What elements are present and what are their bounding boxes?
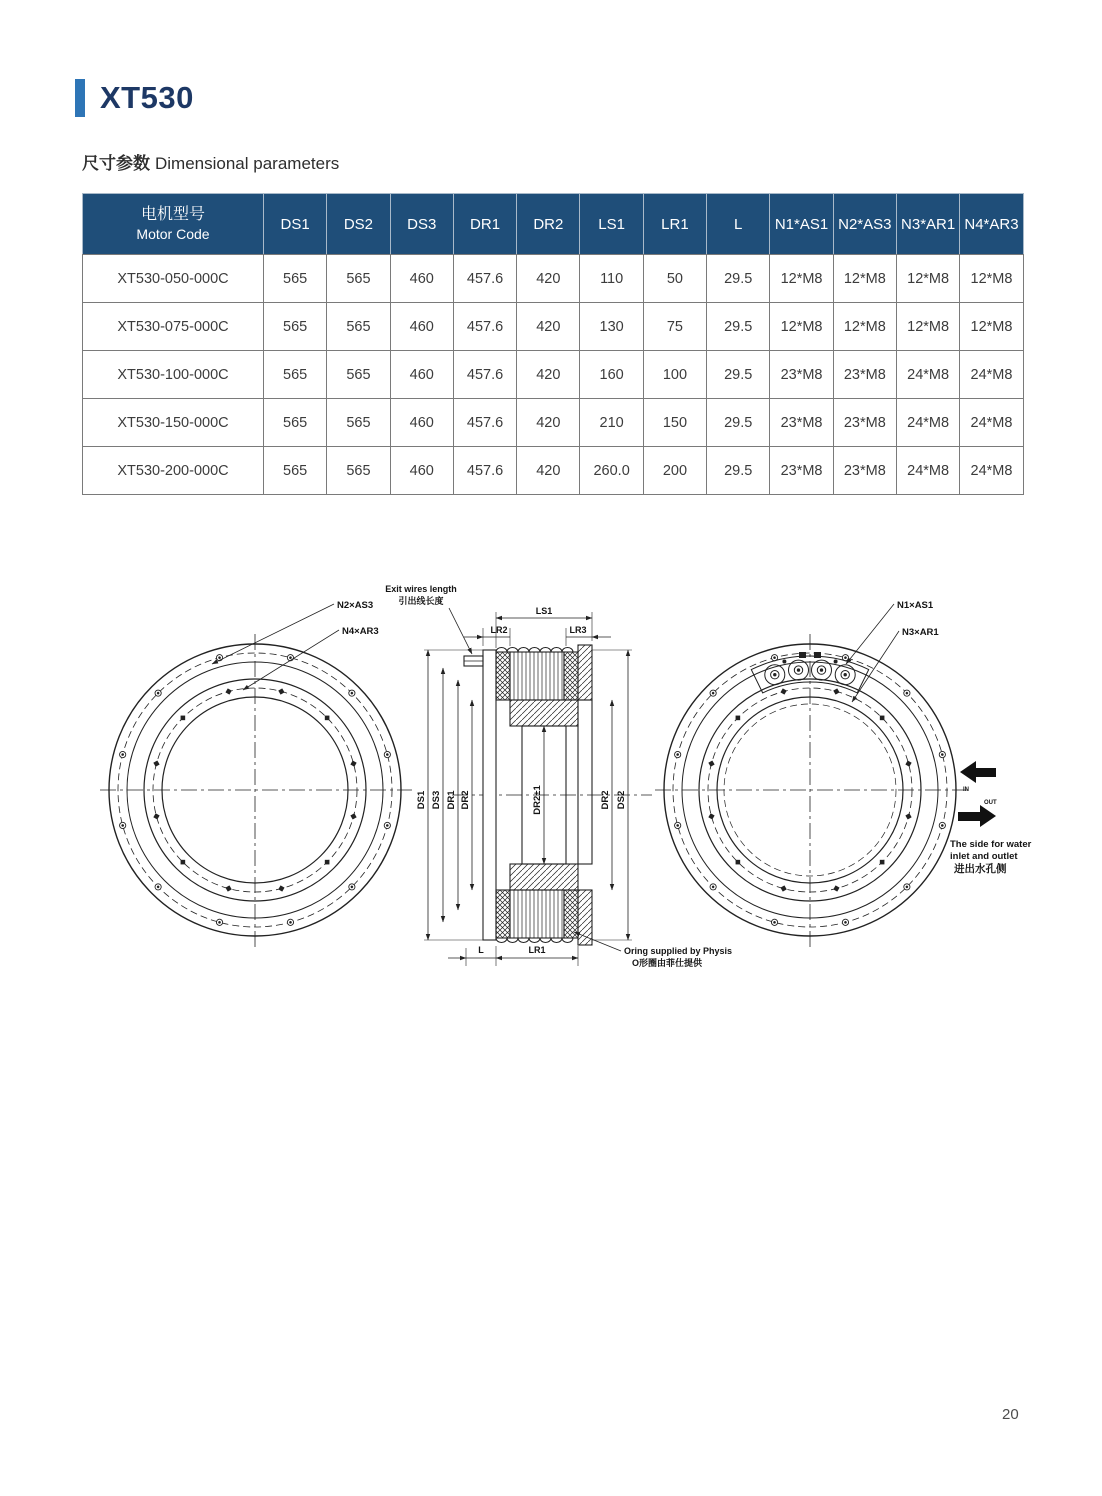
cell: 23*M8 (770, 351, 833, 399)
cell: 260.0 (580, 447, 643, 495)
cell: 24*M8 (896, 399, 959, 447)
header-col: N1*AS1 (770, 194, 833, 255)
cell: 12*M8 (833, 255, 896, 303)
rotor-sleeve (578, 700, 592, 864)
cell: 457.6 (453, 255, 516, 303)
back-bolt-label-n1as1: N1×AS1 (897, 600, 934, 611)
table-row (83, 447, 1024, 495)
water-note-zh: 进出水孔侧 (954, 863, 1007, 875)
stator-back-iron-bottom (510, 864, 578, 890)
table-row (83, 303, 1024, 351)
oring-note-zh: O形圈由菲仕提供 (632, 958, 703, 968)
technical-drawing (0, 552, 1102, 1032)
table-row (83, 399, 1024, 447)
cell: 29.5 (707, 303, 770, 351)
cell: 460 (390, 303, 453, 351)
page-title: XT530 (100, 80, 194, 115)
cell: 12*M8 (960, 303, 1023, 351)
cell: 565 (327, 351, 390, 399)
section-view-drawing (385, 584, 732, 968)
cell: 565 (264, 303, 327, 351)
cell: 29.5 (707, 447, 770, 495)
section-title (82, 149, 339, 174)
page-number: 20 (1002, 1406, 1019, 1423)
header-col: N2*AS3 (833, 194, 896, 255)
cell: 12*M8 (896, 255, 959, 303)
dim-label-dr1: DR1 (446, 790, 457, 810)
dim-label-dr2: DR2 (460, 790, 471, 810)
cell: 457.6 (453, 447, 516, 495)
water-outlet-arrow-label: OUT (984, 800, 997, 806)
cell: 12*M8 (896, 303, 959, 351)
cell: 29.5 (707, 255, 770, 303)
exit-wires-note-en: Exit wires length (385, 584, 457, 594)
cell: 457.6 (453, 351, 516, 399)
stator-back-iron-top (510, 700, 578, 726)
header-col: L (707, 194, 770, 255)
cell: 24*M8 (960, 447, 1023, 495)
cell: 50 (643, 255, 706, 303)
mounting-flange (483, 650, 496, 940)
bottom-length-dimensions (448, 946, 578, 966)
cable-gland (835, 665, 855, 685)
header-motor-code (83, 194, 264, 255)
cell: 565 (327, 399, 390, 447)
cell: 23*M8 (770, 447, 833, 495)
back-bolt-label-n3ar1: N3×AR1 (902, 627, 939, 638)
cell: 29.5 (707, 351, 770, 399)
leader-exit-wires (449, 608, 472, 654)
cable-gland (812, 660, 832, 680)
section-title-zh: 尺寸参数 (82, 154, 150, 173)
header-col: DS1 (264, 194, 327, 255)
cell: 110 (580, 255, 643, 303)
cell: 12*M8 (770, 303, 833, 351)
front-bolt-label-n4ar3: N4×AR3 (342, 626, 379, 637)
front-bolt-label-n2as3: N2×AS3 (337, 600, 374, 611)
water-flow-arrows (958, 761, 997, 827)
title-accent-bar (75, 79, 85, 117)
water-note-line1: The side for water (950, 839, 1032, 850)
leader-n2as3 (212, 604, 334, 664)
cell: 23*M8 (833, 447, 896, 495)
cell: 23*M8 (833, 399, 896, 447)
cell: 420 (517, 255, 580, 303)
stator-bottom (496, 890, 592, 945)
dim-label-ds1: DS1 (416, 790, 427, 810)
cell: 12*M8 (770, 255, 833, 303)
section-title-en: Dimensional parameters (155, 154, 340, 173)
cell: 29.5 (707, 399, 770, 447)
cell: 565 (264, 351, 327, 399)
exit-wire-stub (464, 656, 483, 666)
cell: 420 (517, 447, 580, 495)
water-note (950, 839, 1032, 875)
cell-motor-code: XT530-100-000C (83, 351, 264, 399)
header-col: N3*AR1 (896, 194, 959, 255)
leader-n1as1 (846, 604, 894, 664)
header-col: N4*AR3 (960, 194, 1023, 255)
cell: 565 (327, 303, 390, 351)
dim-label-ds3: DS3 (431, 790, 442, 810)
page-title-block (75, 79, 194, 117)
back-view-drawing (655, 600, 1032, 948)
cell: 24*M8 (960, 351, 1023, 399)
dim-label-lr1: LR1 (528, 945, 546, 955)
cell: 75 (643, 303, 706, 351)
dim-label-dr2-tol: DR2±1 (532, 785, 543, 815)
dimensional-parameters-table (82, 193, 1024, 495)
dim-label-l: L (478, 945, 484, 955)
cell: 24*M8 (896, 351, 959, 399)
oring-note-en: Oring supplied by Physis (624, 946, 733, 956)
stator-top (496, 645, 592, 700)
water-inlet-arrow-icon (960, 761, 996, 783)
header-col: DR1 (453, 194, 516, 255)
cell: 460 (390, 447, 453, 495)
cell: 460 (390, 399, 453, 447)
cell: 565 (327, 255, 390, 303)
cell: 460 (390, 351, 453, 399)
cell: 160 (580, 351, 643, 399)
header-col: DR2 (517, 194, 580, 255)
cell-motor-code: XT530-150-000C (83, 399, 264, 447)
cell: 130 (580, 303, 643, 351)
dim-label-lr2: LR2 (490, 625, 508, 635)
cell: 460 (390, 255, 453, 303)
header-col: DS3 (390, 194, 453, 255)
cell: 420 (517, 303, 580, 351)
top-length-dimensions (464, 612, 611, 648)
cell: 210 (580, 399, 643, 447)
water-outlet-arrow-icon (958, 805, 996, 827)
cell: 23*M8 (833, 351, 896, 399)
cell: 565 (327, 447, 390, 495)
cell: 420 (517, 399, 580, 447)
table-row (83, 255, 1024, 303)
cell: 150 (643, 399, 706, 447)
cell-motor-code: XT530-050-000C (83, 255, 264, 303)
cell-motor-code: XT530-075-000C (83, 303, 264, 351)
cell-motor-code: XT530-200-000C (83, 447, 264, 495)
cell: 12*M8 (833, 303, 896, 351)
cell: 457.6 (453, 303, 516, 351)
water-inlet-arrow-label: IN (963, 787, 969, 793)
dim-label-dr2-right: DR2 (600, 790, 611, 810)
cell: 12*M8 (960, 255, 1023, 303)
cell: 457.6 (453, 399, 516, 447)
cell: 565 (264, 399, 327, 447)
exit-wires-note-zh: 引出线长度 (398, 596, 444, 606)
front-view-drawing (100, 600, 412, 948)
header-motor-code-en: Motor Code (136, 226, 210, 242)
cell: 23*M8 (770, 399, 833, 447)
header-col: LS1 (580, 194, 643, 255)
dim-label-ls1: LS1 (535, 606, 553, 616)
cable-gland (789, 660, 809, 680)
header-col: LR1 (643, 194, 706, 255)
table-row (83, 351, 1024, 399)
cell: 565 (264, 255, 327, 303)
cell: 24*M8 (896, 447, 959, 495)
cell: 565 (264, 447, 327, 495)
cell: 420 (517, 351, 580, 399)
dim-label-lr3: LR3 (569, 625, 587, 635)
header-col: DS2 (327, 194, 390, 255)
table-header-row (83, 194, 1024, 255)
cell: 200 (643, 447, 706, 495)
leader-n4ar3 (243, 630, 339, 690)
cable-gland (765, 665, 785, 685)
water-note-line2: inlet and outlet (950, 851, 1018, 862)
cell: 100 (643, 351, 706, 399)
dim-label-ds2: DS2 (616, 790, 627, 810)
cell: 24*M8 (960, 399, 1023, 447)
header-motor-code-zh: 电机型号 (140, 206, 205, 223)
